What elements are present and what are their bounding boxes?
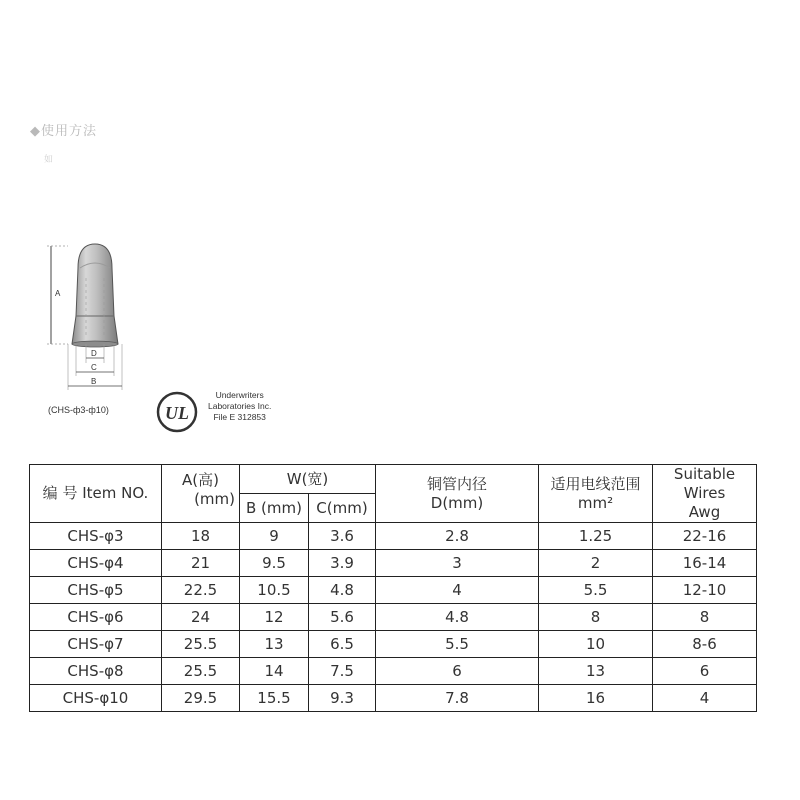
table-row [30,685,757,712]
cell-range: 8 [539,604,653,631]
header-row-1 [30,465,757,494]
table-row [30,658,757,685]
usage-subheading: 如 [44,154,54,164]
cell-b: 12 [240,604,309,631]
header-awg-unit: Awg [688,503,721,521]
cell-d: 4.8 [376,604,539,631]
header-range-top: 适用电线范围 [550,474,641,493]
ul-line-2: Laboratories Inc. [208,401,272,411]
cell-range: 16 [539,685,653,712]
cell-b: 9.5 [240,550,309,577]
cell-item: CHS-φ10 [30,685,162,712]
header-awg-top: Suitable Wires [673,465,736,502]
table-row [30,631,757,658]
cell-d: 6 [376,658,539,685]
ul-certification-text [208,390,271,423]
cell-b: 14 [240,658,309,685]
table-row [30,577,757,604]
header-d-top: 铜管内径 [427,474,488,493]
cell-c: 6.5 [309,631,376,658]
header-w-width: W(宽) [240,465,376,494]
cell-item: CHS-φ3 [30,523,162,550]
spec-table [29,464,757,712]
cell-item: CHS-φ7 [30,631,162,658]
ul-line-1: Underwriters [215,390,264,400]
cell-b: 9 [240,523,309,550]
cell-d: 5.5 [376,631,539,658]
header-b: B (mm) [240,494,309,523]
wire-connector-diagram [40,238,150,400]
cell-awg: 4 [653,685,757,712]
usage-heading: ◆使用方法 [30,123,97,138]
header-c: C(mm) [309,494,376,523]
cell-c: 5.6 [309,604,376,631]
cell-c: 9.3 [309,685,376,712]
cell-range: 1.25 [539,523,653,550]
cell-awg: 16-14 [653,550,757,577]
cell-d: 4 [376,577,539,604]
cell-range: 5.5 [539,577,653,604]
cell-b: 13 [240,631,309,658]
cell-d: 3 [376,550,539,577]
cell-b: 10.5 [240,577,309,604]
cell-awg: 8-6 [653,631,757,658]
cell-d: 2.8 [376,523,539,550]
cell-range: 13 [539,658,653,685]
header-d-inner [376,465,539,523]
dim-c-label: C [91,363,97,372]
cell-item: CHS-φ4 [30,550,162,577]
header-item-no: 编 号 Item NO. [30,465,162,523]
header-wire-range [539,465,653,523]
svg-text:UL: UL [165,403,189,423]
cell-item: CHS-φ6 [30,604,162,631]
cell-a: 29.5 [162,685,240,712]
cell-c: 4.8 [309,577,376,604]
header-a-height [162,465,240,523]
cell-b: 15.5 [240,685,309,712]
cell-item: CHS-φ8 [30,658,162,685]
dim-d-label: D [91,349,97,358]
table-row [30,523,757,550]
cell-a: 22.5 [162,577,240,604]
table-row [30,550,757,577]
table-row [30,604,757,631]
cell-a: 18 [162,523,240,550]
dim-b-label: B [91,377,97,386]
header-a-top: A(高) [182,471,219,489]
diagram-caption: (CHS-ф3-ф10) [48,405,109,415]
ul-logo-icon [155,390,199,434]
cell-c: 3.6 [309,523,376,550]
header-d-unit: D(mm) [430,493,484,512]
cell-a: 24 [162,604,240,631]
cell-awg: 6 [653,658,757,685]
cell-c: 3.9 [309,550,376,577]
cell-c: 7.5 [309,658,376,685]
cell-awg: 22-16 [653,523,757,550]
header-suitable-wires [653,465,757,523]
cell-range: 10 [539,631,653,658]
cell-range: 2 [539,550,653,577]
cell-a: 21 [162,550,240,577]
cell-awg: 8 [653,604,757,631]
cell-a: 25.5 [162,631,240,658]
cell-item: CHS-φ5 [30,577,162,604]
dim-a-label: A [55,289,61,298]
cell-a: 25.5 [162,658,240,685]
header-a-unit: (mm) [194,490,235,508]
ul-line-3: File E 312853 [213,412,266,422]
cell-awg: 12-10 [653,577,757,604]
cell-d: 7.8 [376,685,539,712]
header-range-unit: mm² [577,493,614,512]
